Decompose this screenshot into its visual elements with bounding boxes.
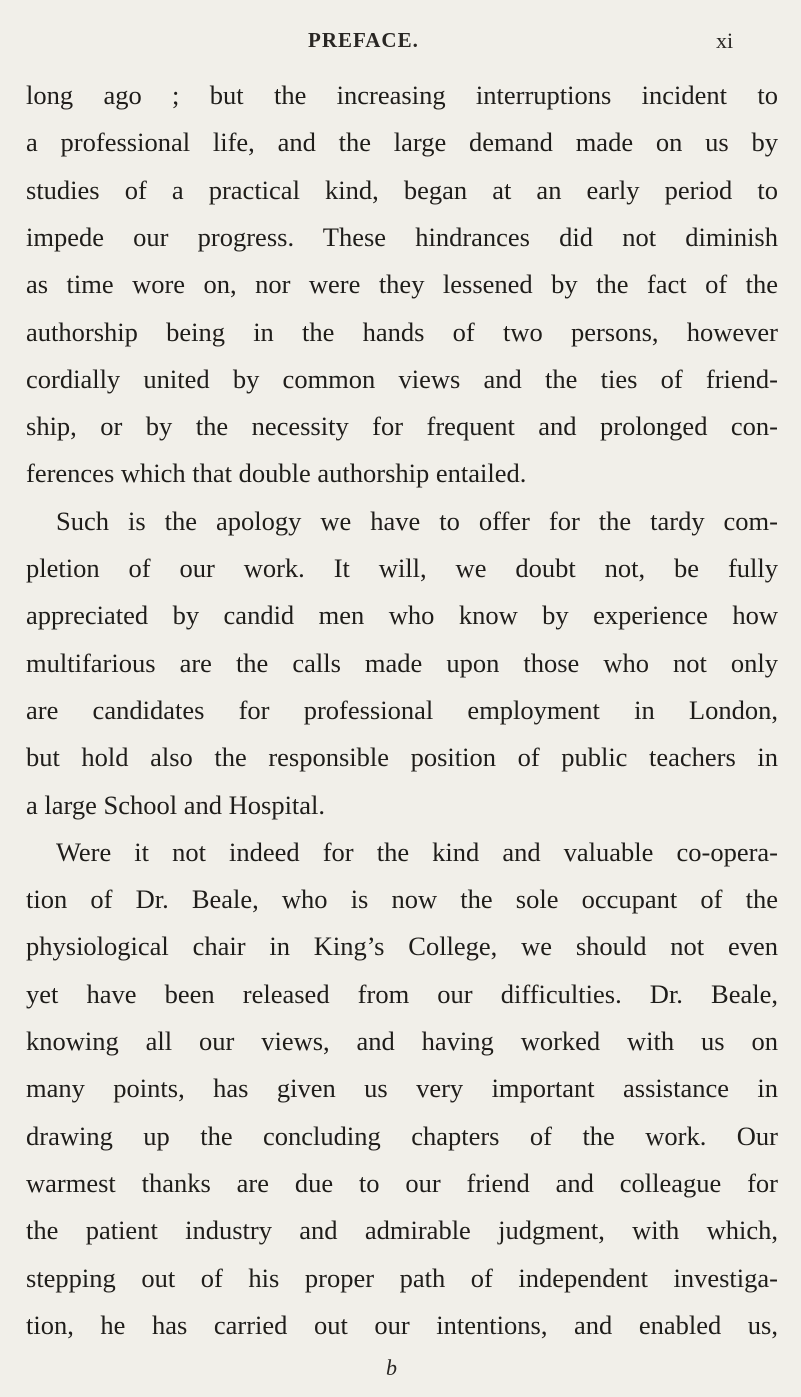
text-line: impede our progress. These hindrances did not diminish [26,221,778,252]
text-line: knowing all our views, and having worked with us on [26,1026,778,1056]
text-line: tion, he has carried out our intentions, and enabled us, [26,1309,778,1340]
text-line: a professional life, and the large demand made on us by [26,127,778,158]
text-line: studies of a practical kind, began at an early period to [26,174,778,205]
text-line: as time wore on, nor were they lessened by the fact of the [26,269,778,300]
text-line: ferences which that double authorship entailed. [26,458,527,489]
text-line: authorship being in the hands of two persons, however [26,316,778,347]
text-line: ship, or by the necessity for frequent and prolonged con- [26,411,778,442]
text-line: cordially united by common views and the ties of friend- [26,363,778,394]
running-title: PREFACE. [308,28,419,52]
text-line: multifarious are the calls made upon those who not only [26,647,778,678]
text-line: long ago ; but the increasing interruptions incident to [26,80,778,110]
text-line: but hold also the responsible position of public teachers in [26,742,778,773]
text-line: warmest thanks are due to our friend and colleague for [26,1167,778,1198]
text-line: are candidates for professional employment in London, [26,694,778,725]
signature-mark: b [386,1355,397,1380]
text-line: the patient industry and admirable judgment, with which, [26,1215,778,1246]
paragraph-start-line: Were it not indeed for the kind and valuable co-opera- [56,836,778,867]
text-line: physiological chair in King’s College, we should not even [26,931,778,962]
page-number: xi [716,28,734,53]
text-line: many points, has given us very important assistance in [26,1073,778,1104]
text-line: appreciated by candid men who know by experience how [26,600,778,631]
text-line: tion of Dr. Beale, who is now the sole occupant of the [26,884,778,915]
text-line: yet have been released from our difficulties. Dr. Beale, [26,978,778,1009]
text-line: drawing up the concluding chapters of the work. Our [26,1120,778,1151]
text-line: stepping out of his proper path of independent investiga- [26,1262,778,1293]
paragraph-start-line: Such is the apology we have to offer for the tardy com- [56,505,778,536]
text-line: pletion of our work. It will, we doubt not, be fully [26,553,778,583]
text-line: a large School and Hospital. [26,789,326,820]
